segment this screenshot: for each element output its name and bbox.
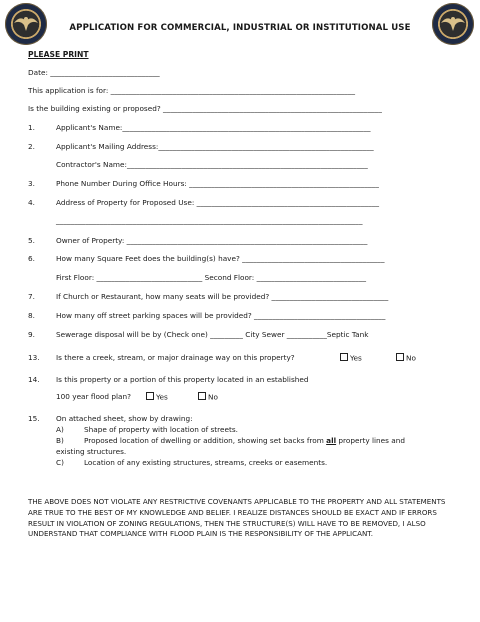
city-seal-left (5, 3, 47, 45)
checkbox[interactable] (146, 392, 154, 400)
form-title: APPLICATION FOR COMMERCIAL, INDUSTRIAL OR INSTITUTIONAL USE (69, 23, 411, 33)
sewerage-field[interactable]: Sewerage disposal will be by (Check one) _________ City Sewer ___________Septic Tank (56, 330, 369, 339)
item-number: 8. (28, 311, 35, 320)
flood-no-option[interactable]: No (198, 392, 218, 403)
application-for-field[interactable]: This application is for: ___________________________________________________________________ (28, 86, 356, 95)
parking-field[interactable]: How many off street parking spaces will be provided? ____________________________________ (56, 311, 386, 320)
item-number: 6. (28, 254, 35, 263)
item-b-text: Proposed location of dwelling or addition, showing set backs from all property lines and (84, 436, 405, 445)
emphasis-all: all (326, 436, 337, 445)
creek-yes-option[interactable]: Yes (340, 353, 362, 364)
certification-statement: THE ABOVE DOES NOT VIOLATE ANY RESTRICTIVE COVENANTS APPLICABLE TO THE PROPERTY AND ALL STATEMENTS ARE TRUE TO THE BEST OF MY KNOWLEDGE AND BELIEF. I REALIZE DISTANCES SHOULD BE EXACT AND IF ERRORS RESULT IN VIOLATION OF ZONING REGULATIONS, THEN THE STRUCTURE(S) WILL HAVE TO BE REMOVED, I ALSO UNDERSTAND THAT COMPLIANCE WITH FLOOD PLAIN IS THE RESPONSIBILITY OF THE APPLICANT. (28, 497, 446, 539)
applicant-address-field[interactable]: Applicant's Mailing Address:___________________________________________________________ (56, 142, 374, 151)
flood-question: Is this property or a portion of this property located in an established (56, 375, 309, 384)
item-a-label: A) (56, 425, 64, 434)
please-print-label: PLEASE PRINT (28, 50, 89, 59)
item-number: 9. (28, 330, 35, 339)
applicant-name-field[interactable]: Applicant's Name:____________________________________________________________________ (56, 123, 371, 132)
item-number: 1. (28, 123, 35, 132)
existing-or-proposed-field[interactable]: Is the building existing or proposed? ____________________________________________________________ (28, 104, 382, 113)
item-number: 2. (28, 142, 35, 151)
item-number: 14. (28, 375, 40, 384)
item-number: 15. (28, 414, 40, 423)
creek-no-option[interactable]: No (396, 353, 416, 364)
checkbox[interactable] (396, 353, 404, 361)
property-address-field[interactable]: Address of Property for Proposed Use: __________________________________________________ (56, 198, 380, 207)
property-address-line2[interactable]: ____________________________________________________________________________________ (56, 216, 363, 225)
drawing-instructions: On attached sheet, show by drawing: (56, 414, 193, 423)
square-feet-field[interactable]: How many Square Feet does the building(s) have? _______________________________________ (56, 254, 385, 263)
checkbox[interactable] (198, 392, 206, 400)
creek-question: Is there a creek, stream, or major drainage way on this property? (56, 353, 295, 362)
item-number: 13. (28, 353, 40, 362)
item-b-label: B) (56, 436, 64, 445)
floors-field[interactable]: First Floor: _____________________________ Second Floor: ______________________________ (56, 273, 367, 282)
date-field[interactable]: Date: ______________________________ (28, 68, 160, 77)
eagle-icon (5, 3, 47, 45)
item-number: 3. (28, 179, 35, 188)
contractor-name-field[interactable]: Contractor's Name:__________________________________________________________________ (56, 160, 368, 169)
phone-field[interactable]: Phone Number During Office Hours: ____________________________________________________ (56, 179, 379, 188)
eagle-icon (432, 3, 474, 45)
item-b-text-cont: existing structures. (56, 447, 127, 456)
owner-field[interactable]: Owner of Property: __________________________________________________________________ (56, 236, 368, 245)
seats-field[interactable]: If Church or Restaurant, how many seats will be provided? ________________________________ (56, 292, 389, 301)
city-seal-right (432, 3, 474, 45)
checkbox[interactable] (340, 353, 348, 361)
item-number: 5. (28, 236, 35, 245)
item-c-label: C) (56, 458, 64, 467)
item-c-text: Location of any existing structures, streams, creeks or easements. (84, 458, 328, 467)
item-number: 7. (28, 292, 35, 301)
item-number: 4. (28, 198, 35, 207)
item-a-text: Shape of property with location of streets. (84, 425, 238, 434)
flood-yes-option[interactable]: Yes (146, 392, 168, 403)
flood-question-line2: 100 year flood plan? (56, 392, 131, 401)
